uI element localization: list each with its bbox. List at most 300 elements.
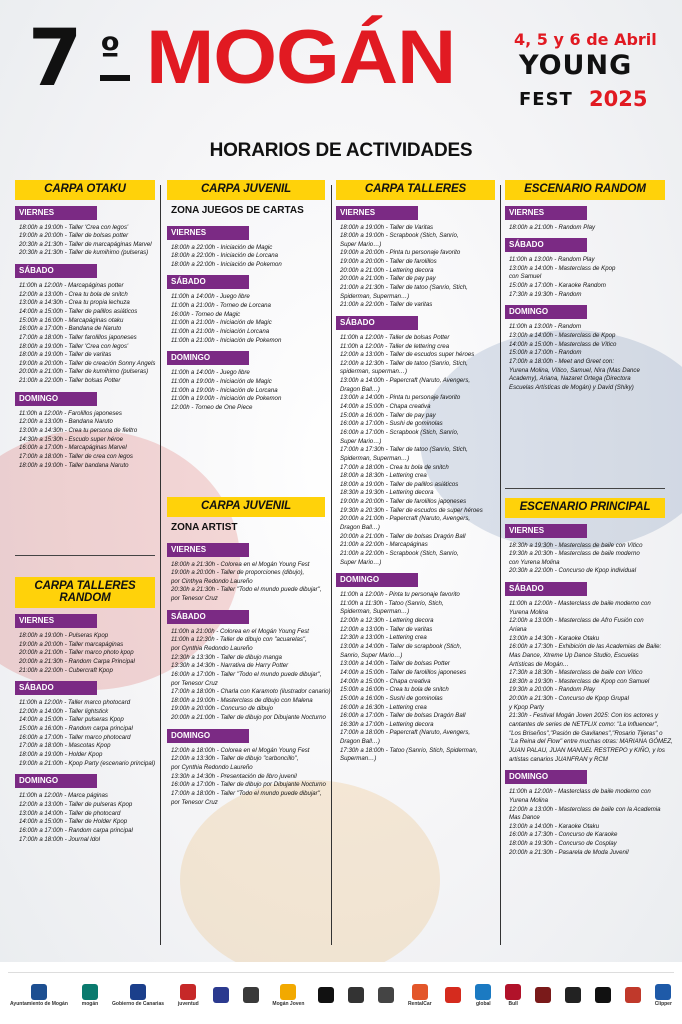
activity-item: 18:00h a 19:00h - Taller de varitas bbox=[19, 351, 112, 359]
activity-item: 11:00h a 21:00h - Colorea en el Mogán Young Fest bbox=[171, 627, 309, 635]
footer-divider bbox=[8, 972, 674, 973]
activity-item: Super Mario…) bbox=[340, 240, 382, 248]
activity-item: 13:00h a 14:30h - Crea tu persona de fieltro bbox=[19, 427, 138, 435]
activity-item: 12:00h a 13:00h - Crea tu bola de snitch bbox=[19, 290, 128, 298]
activity-item: Spiderman, Superman…) bbox=[340, 608, 410, 616]
activity-item: 15:00h a 17:00h - Random bbox=[509, 349, 582, 357]
activity-item: Spiderman, Superman…) bbox=[340, 292, 410, 300]
activity-item: Super Mario…) bbox=[340, 437, 382, 445]
activity-item: 13:00h a 14:30h - Karaoke Otaku bbox=[509, 634, 600, 642]
activity-item: 18:00h a 19:30h - Concurso de Cosplay bbox=[509, 840, 617, 848]
activity-item: 12:00h a 13:00h - Masterclass de baile con la Academia bbox=[509, 805, 661, 813]
festival-title: MOGÁN bbox=[146, 15, 456, 100]
activity-item: 20:30h a 21:30h - Taller "Todo el mundo puede dibujar", bbox=[171, 586, 322, 594]
section-title: CARPA TALLERES RANDOM bbox=[15, 577, 155, 608]
activity-item: 18:00h a 19:00h - Taller 'Crea con legos' bbox=[19, 342, 129, 350]
activity-item: Artísticas de Mogán… bbox=[509, 660, 569, 668]
activity-item: 14:00h a 15:00h - Chapa creativa bbox=[340, 403, 431, 411]
activity-item: 17:00h a 18:00h - Taller de crea con legos bbox=[19, 452, 133, 460]
activity-item: Spiderman, Superman…) bbox=[340, 454, 410, 462]
activity-item: 14:00h a 15:00h - Taller de farolillos japoneses bbox=[340, 668, 467, 676]
activity-item: 16:30h a 17:00h - Lettering decora bbox=[340, 720, 434, 728]
activity-list bbox=[171, 369, 325, 412]
activity-item: 15:00h a 16:00h - Crea tu bola de snitch bbox=[340, 686, 449, 694]
activity-item: 21:00h a 22:00h - Scrapbook (Stich, Sanrio, bbox=[340, 549, 459, 557]
activity-item: 17:00h a 18:00h - Papercraft (Naruto, Avengers, bbox=[340, 729, 471, 737]
activity-item: 16:00h a 17:00h - Sushi de gominolas bbox=[340, 420, 443, 428]
schedule-section bbox=[167, 180, 325, 412]
activity-item: Yurena Molina, Vítico, Samuel, Nira (Mas Dance bbox=[509, 366, 640, 374]
activity-item: 18:00h a 18:30h - Lettering crea bbox=[340, 472, 427, 480]
activity-item: 17:00h a 18:00h - Taller farolillos japoneses bbox=[19, 333, 137, 341]
activity-item: 11:00h a 21:00h - Iniciación de Pokemon bbox=[171, 336, 282, 344]
sponsor-logo-label: juventud bbox=[177, 1001, 199, 1008]
activity-item: 16:00h a 17:00h - Bandana de Naruto bbox=[19, 325, 122, 333]
section-divider bbox=[15, 555, 155, 556]
activity-item: 20:00h a 21:00h - Taller de kumihimo (pulseras) bbox=[19, 368, 149, 376]
column-divider bbox=[331, 185, 332, 945]
activity-item: 12:00h a 18:00h - Colorea en el Mogán Young Fest bbox=[171, 746, 310, 754]
activity-item: 11:00h a 21:00h - Iniciación de Magic bbox=[171, 319, 272, 327]
activity-item: 17:00h a 18:00h - Taller "Todo el mundo puede dibujar", bbox=[171, 789, 322, 797]
activity-item: 16:00h - Torneo de Magic bbox=[171, 310, 241, 318]
activity-item: Superman…) bbox=[340, 755, 377, 763]
festival-fest: FEST bbox=[519, 89, 573, 110]
activity-item: 12:30h a 13:30h - Taller de dibujo manga bbox=[171, 653, 282, 661]
activity-item: 12:30h a 13:00h - Lettering crea bbox=[340, 634, 427, 642]
activity-item: 15:00h a 17:00h - Karaoke Random bbox=[509, 282, 606, 290]
activity-item: 12:00h a 14:00h - Taller lightstick bbox=[19, 707, 109, 715]
activity-item: 13:30h a 14:30h - Presentación de libro juvenil bbox=[171, 772, 297, 780]
activity-item: Dragon Ball…) bbox=[340, 524, 380, 531]
day-label: SÁBADO bbox=[505, 582, 587, 596]
activity-item: por Tenesor Cruz bbox=[171, 679, 218, 687]
activity-item: 16:00h a 17:30h - Exhibición de las Academias de Baile: bbox=[509, 643, 662, 651]
activity-item: 18:30h a 19:30h - Lettering decora bbox=[340, 489, 434, 497]
activity-item: 13:00h a 14:00h - Taller de scrapbook (Stich, bbox=[340, 643, 462, 651]
activity-item: 21:00h a 21:30h - Taller de tatoo (Sanrio, Stich, bbox=[340, 283, 468, 291]
activity-item: 11:00h a 12:30h - Taller de dibujo con "acuarelas", bbox=[171, 636, 307, 644]
sponsor-logo-mark bbox=[130, 984, 146, 1000]
day-label: SÁBADO bbox=[15, 681, 97, 695]
activity-item: 12:00h a 13:00h - Bandana Naruto bbox=[19, 418, 113, 426]
activity-item: 20:00h a 21:00h - Lettering decora bbox=[340, 266, 434, 274]
activity-item: 13:00h a 14:00h - Masterclass de Kpop bbox=[509, 264, 616, 272]
activity-item: 14:00h a 15:00h - Chapa creativa bbox=[340, 677, 431, 685]
activity-item: 21:00h a 22:00h - Taller de varitas bbox=[340, 301, 433, 309]
sponsor-logo bbox=[348, 987, 364, 1005]
sponsor-logos bbox=[10, 978, 672, 1014]
sponsor-logo bbox=[445, 987, 461, 1005]
sponsor-logo-mark bbox=[348, 987, 364, 1003]
sponsor-logo-mark bbox=[535, 987, 551, 1003]
day-label: SÁBADO bbox=[336, 316, 418, 330]
schedule-section bbox=[505, 180, 665, 392]
activity-item: 18:00h a 19:00h - Taller bandana Naruto bbox=[19, 461, 129, 469]
sponsor-logo bbox=[272, 984, 304, 1008]
activity-item: con Samuel bbox=[509, 273, 542, 281]
section-title: CARPA OTAKU bbox=[15, 180, 155, 200]
activity-item: Super Mario…) bbox=[340, 558, 382, 566]
sponsor-logo-label: Mogán Joven bbox=[272, 1001, 305, 1008]
activity-list bbox=[171, 627, 331, 723]
activity-item: 17:00h a 18:00h - Journal Idol bbox=[19, 835, 100, 843]
sponsor-logo-label: Clipper bbox=[654, 1001, 672, 1008]
activity-item: 16:00h a 17:00h - Taller de dibujo por Dibujante Nocturno bbox=[171, 781, 326, 789]
sponsor-logo bbox=[112, 984, 164, 1008]
activity-list bbox=[19, 410, 155, 470]
sponsor-logo bbox=[565, 987, 581, 1005]
activity-item: 13:00h a 14:00h - Papercraft (Naruto, Avengers, bbox=[340, 377, 471, 385]
activity-item: 11:00h a 13:00h - Random Play bbox=[509, 256, 595, 264]
activity-item: 13:00h a 14:00h - Karaoke Otaku bbox=[509, 822, 600, 830]
activity-item: 19:00h a 21:00h - Kpop Party (escenario principal) bbox=[19, 759, 156, 767]
activity-item: 15:00h a 16:00h - Taller de pay pay bbox=[340, 411, 436, 419]
activity-item: 11:00h a 21:00h - Iniciación Lorcana bbox=[171, 327, 270, 335]
activity-item: 14:30h a 15:30h - Escudo super héroe bbox=[19, 435, 124, 443]
sponsor-logo-label: Gobierno de Canarias bbox=[112, 1001, 165, 1008]
edition-ordinal: º bbox=[100, 31, 121, 72]
day-label: DOMINGO bbox=[15, 392, 97, 406]
sponsor-logo bbox=[378, 987, 394, 1005]
activity-item: 20:30h a 21:30h - Taller de marcapáginas Marvel bbox=[19, 240, 152, 248]
activity-list bbox=[19, 224, 155, 259]
zone-title: ZONA JUEGOS DE CARTAS bbox=[171, 204, 304, 216]
sponsor-logo-mark bbox=[655, 984, 671, 1000]
activity-item: 21:00h a 22:00h - Cubercraft Kpop bbox=[19, 666, 113, 674]
activity-item: 13:00h a 14:00h - Pinta tu personaje favorito bbox=[340, 394, 461, 402]
activity-item: 14:00h a 15:00h - Taller de Holder Kpop bbox=[19, 818, 128, 826]
day-label: DOMINGO bbox=[336, 573, 418, 587]
activity-item: 20:00h a 21:00h - Taller de bolsas Dragón Ball bbox=[340, 532, 466, 540]
activity-item: 17:00h a 18:00h - Meet and Greet con: bbox=[509, 357, 615, 365]
activity-item: 11:00h a 19:00h - Iniciación de Lorcana bbox=[171, 386, 278, 394]
activity-item: Academy), Ariana, Nazaret Ortega (Directora bbox=[509, 375, 631, 383]
activity-item: 11:00h a 19:00h - Iniciación de Magic bbox=[171, 377, 272, 385]
activity-item: 20:30h a 22:00h - Concurso de Kpop individual bbox=[509, 567, 637, 575]
section-title: CARPA TALLERES bbox=[336, 180, 495, 200]
activity-item: 11:00h a 12:00h - Taller de lettering crea bbox=[340, 342, 450, 350]
activity-item: cantantes de series de NETFLIX como: "La Influencer", bbox=[509, 721, 659, 729]
edition-number: 7 bbox=[28, 14, 81, 104]
activity-item: 20:00h a 21:00h - Taller marco photo kpop bbox=[19, 649, 134, 657]
activity-item: 20:00h a 21:30h - Pasarela de Moda Juvenil bbox=[509, 848, 629, 856]
schedule-section bbox=[15, 577, 155, 844]
activity-item: 18:00h a 19:00h - Masterclass de dibujo con Malena bbox=[171, 696, 313, 704]
activity-item: 12:00h a 13:30h - Taller de dibujo "carboncillo", bbox=[171, 755, 299, 763]
sponsor-logo-label: RentalCar bbox=[407, 1001, 432, 1008]
activity-item: 12:00h - Torneo de One Piece bbox=[171, 403, 253, 411]
day-label: VIERNES bbox=[167, 543, 249, 557]
activity-list bbox=[509, 224, 665, 233]
day-label: DOMINGO bbox=[167, 351, 249, 365]
activity-item: JUAN PALAU, JUAN MANUEL RESTREPO y KIÑO, y los bbox=[509, 746, 665, 754]
sponsor-logo-mark bbox=[378, 987, 394, 1003]
sponsor-logo-mark bbox=[475, 984, 491, 1000]
activity-item: Mas Dance, Xtreme Up Dance Studio, Escuelas bbox=[509, 651, 639, 659]
activity-item: 11:00h a 12:00h - Marca páginas bbox=[19, 792, 108, 800]
activity-item: 11:00h a 12:00h - Farolillos japoneses bbox=[19, 409, 122, 417]
section-title: CARPA JUVENIL bbox=[167, 497, 325, 517]
activity-item: 19:30h a 20:30h - Taller de escudos de super héroes bbox=[340, 506, 483, 514]
sponsor-logo bbox=[213, 987, 229, 1005]
section-title: CARPA JUVENIL bbox=[167, 180, 325, 200]
activity-item: "La Reina del Flow" entre muchas otras: MARIANA GÓMEZ, bbox=[509, 738, 673, 746]
activity-item: 19:00h a 20:00h - Concurso de dibujo bbox=[171, 705, 273, 713]
sponsor-logo bbox=[475, 984, 491, 1008]
activity-item: 17:30h a 19:30h - Random bbox=[509, 290, 582, 298]
activity-item: con Yurena Molina bbox=[509, 558, 560, 566]
activity-list bbox=[19, 282, 155, 386]
activity-list bbox=[509, 788, 665, 857]
page-subtitle: HORARIOS DE ACTIVIDADES bbox=[209, 140, 473, 161]
activity-item: Dragon Ball…) bbox=[340, 738, 380, 746]
activity-item: 15:00h a 16:00h - Marcapáginas otaku bbox=[19, 316, 124, 324]
activity-item: 18:00h a 19:00h - Taller de palillos asiáticos bbox=[340, 480, 459, 488]
sponsor-logo bbox=[535, 987, 551, 1005]
background-illustration bbox=[180, 780, 440, 980]
sponsor-logo-label: Bull bbox=[508, 1001, 518, 1008]
sponsor-logo bbox=[10, 984, 68, 1008]
activity-list bbox=[171, 293, 325, 345]
activity-item: 18:30h a 19:30h - Masterclass de Kpop con Samuel bbox=[509, 677, 650, 685]
day-label: VIERNES bbox=[15, 206, 97, 220]
activity-item: 14:00h a 15:00h - Masterclass de Vítico bbox=[509, 340, 617, 348]
sponsor-logo bbox=[408, 984, 432, 1008]
sponsor-logo bbox=[178, 984, 199, 1008]
activity-item: 12:00h a 13:00h - Masterclass de Afro Fusión con bbox=[509, 617, 644, 625]
activity-item: 18:00h a 19:00h - Taller de Varitas bbox=[340, 223, 434, 231]
activity-item: 17:00h a 18:00h - Charla con Karamoto (ilustrador canario) bbox=[171, 688, 331, 696]
poster-header bbox=[0, 0, 682, 130]
activity-item: 12:00h a 13:00h - Taller de pulseras Kpop bbox=[19, 800, 133, 808]
day-label: VIERNES bbox=[167, 226, 249, 240]
sponsor-logo-mark bbox=[445, 987, 461, 1003]
activity-item: 19:00h a 20:00h - Taller marcapáginas bbox=[19, 640, 124, 648]
activity-item: 12:00h a 12:30h - Taller de tatoo (Sanrio, Stich, bbox=[340, 359, 468, 367]
sponsor-logo bbox=[655, 984, 672, 1008]
activity-item: por Tenesor Cruz bbox=[171, 595, 218, 603]
activity-list bbox=[340, 224, 495, 310]
activity-item: 15:00h a 16:00h - Random carpa principal bbox=[19, 725, 133, 733]
activity-list bbox=[509, 542, 665, 577]
activity-item: artistas canarios JUANFRAN y RCM bbox=[509, 755, 608, 763]
activity-item: 11:00h a 12:00h - Masterclass de baile moderno con bbox=[509, 600, 651, 608]
sponsor-logo-label: global bbox=[475, 1001, 491, 1008]
activity-list bbox=[19, 699, 155, 768]
activity-list bbox=[340, 591, 495, 764]
activity-list bbox=[171, 747, 325, 807]
activity-item: 14:00h a 15:00h - Taller de palillos asiáticos bbox=[19, 307, 138, 315]
day-label: VIERNES bbox=[15, 614, 97, 628]
activity-item: Yurena Molina bbox=[509, 608, 549, 616]
activity-item: por Tenesor Cruz bbox=[171, 798, 218, 806]
activity-item: 11:00h a 21:00h - Torneo de Lorcana bbox=[171, 302, 271, 310]
sponsor-logo bbox=[318, 987, 334, 1005]
activity-item: 17:30h a 18:00h - Tatoo (Sanrio, Stich, Spiderman, bbox=[340, 746, 478, 754]
activity-item: 16:00h a 17:00h - Marcapáginas Marvel bbox=[19, 444, 127, 452]
activity-item: Ariana bbox=[509, 625, 527, 633]
activity-item: Sanrio, Super Mario…) bbox=[340, 651, 403, 659]
activity-item: 20:00h a 21:30h - Random Carpa Principal bbox=[19, 657, 135, 665]
activity-item: 11:00h a 13:00h - Random bbox=[509, 323, 582, 331]
activity-item: 11:00h a 12:00h - Taller marco photocard bbox=[19, 699, 131, 707]
activity-item: 11:00h a 12:00h - Masterclass de baile moderno con bbox=[509, 788, 651, 796]
activity-item: 18:00h a 19:00h - Taller 'Crea con legos' bbox=[19, 223, 129, 231]
activity-item: 18:00h a 22:00h - Iniciación de Lorcana bbox=[171, 252, 279, 260]
sponsor-logo bbox=[625, 987, 641, 1005]
activity-item: 18:30h a 19:30h - Masterclass de baile con Vítico bbox=[509, 541, 643, 549]
activity-item: 12:00h a 13:00h - Taller de escudos super héroes bbox=[340, 351, 475, 359]
activity-item: 18:00h a 19:00h - Holder Kpop bbox=[19, 751, 103, 759]
day-label: VIERNES bbox=[336, 206, 418, 220]
sponsor-logo-mark bbox=[412, 984, 428, 1000]
activity-item: 19:30h a 20:00h - Random Play bbox=[509, 686, 596, 694]
sponsor-logo-mark bbox=[565, 987, 581, 1003]
activity-item: 13:30h a 14:30h - Narrativa de Harry Potter bbox=[171, 662, 289, 670]
festival-dates: 4, 5 y 6 de Abril bbox=[514, 30, 657, 49]
activity-item: 20:30h a 21:30h - Taller de kumihimo (pulseras) bbox=[19, 249, 149, 257]
activity-item: "Los Briseños","Pasión de Gavilanes","Rosario Tijeras" o bbox=[509, 729, 663, 737]
schedule-section bbox=[336, 180, 495, 764]
activity-item: 17:00h a 17:30h - Taller de tatoo (Sanrio, Stich, bbox=[340, 446, 468, 454]
day-label: SÁBADO bbox=[15, 264, 97, 278]
zone-title: ZONA ARTIST bbox=[171, 521, 238, 533]
activity-list bbox=[171, 561, 325, 604]
activity-item: 16:00h a 17:00h - Taller marco photocard bbox=[19, 733, 131, 741]
activity-item: 14:00h a 15:00h - Taller pulseras Kpop bbox=[19, 716, 124, 724]
activity-item: 18:00h a 22:00h - Iniciación de Pokemon bbox=[171, 260, 282, 268]
sponsor-logo-mark bbox=[280, 984, 296, 1000]
activity-list bbox=[19, 632, 155, 675]
activity-item: 12:00h a 12:30h - Lettering decora bbox=[340, 617, 434, 625]
section-title: ESCENARIO PRINCIPAL bbox=[505, 498, 665, 518]
sponsor-logo-label: mogán bbox=[81, 1001, 99, 1008]
day-label: DOMINGO bbox=[167, 729, 249, 743]
activity-item: 16:00h a 17:30h - Concurso de Karaoke bbox=[509, 831, 618, 839]
sponsor-logo-mark bbox=[595, 987, 611, 1003]
activity-item: 11:00h a 12:00h - Marcapáginas potter bbox=[19, 282, 124, 290]
sponsor-logo-mark bbox=[243, 987, 259, 1003]
day-label: SÁBADO bbox=[505, 238, 587, 252]
sponsor-logo bbox=[595, 987, 611, 1005]
column-divider bbox=[160, 185, 161, 945]
day-label: DOMINGO bbox=[505, 770, 587, 784]
activity-item: 18:00h a 19:00h - Pulseras Kpop bbox=[19, 632, 109, 639]
activity-list bbox=[509, 323, 665, 392]
day-label: SÁBADO bbox=[167, 275, 249, 289]
activity-item: 17:00h a 18:00h - Mascotas Kpop bbox=[19, 742, 111, 750]
activity-list bbox=[171, 244, 325, 270]
section-divider bbox=[505, 488, 665, 489]
activity-item: 18:00h a 21:30h - Colorea en el Mogán Young Fest bbox=[171, 560, 310, 568]
activity-item: 20:00h a 21:00h - Taller de dibujo por Dibujante Nocturno bbox=[171, 714, 326, 722]
day-label: SÁBADO bbox=[167, 610, 249, 624]
festival-year: 2025 bbox=[589, 87, 648, 111]
sponsor-logo-label: Ayuntamiento de Mogán bbox=[10, 1001, 68, 1008]
activity-item: Escuelas Artísticas de Mogán) y David (Shiky) bbox=[509, 383, 634, 391]
activity-item: 15:00h a 16:00h - Sushi de gominolas bbox=[340, 694, 443, 702]
sponsor-logo bbox=[243, 987, 259, 1005]
activity-item: 11:00h a 14:00h - Juego libre bbox=[171, 369, 250, 377]
activity-item: 21:30h - Festival Mogán Joven 2025: Con los actores y bbox=[509, 712, 659, 720]
activity-item: 13:00h a 14:00h - Taller de photocard bbox=[19, 809, 121, 817]
schedule-section bbox=[505, 498, 673, 857]
sponsor-logo bbox=[82, 984, 98, 1008]
sponsor-logo-mark bbox=[31, 984, 47, 1000]
activity-item: y Kpop Party bbox=[509, 703, 544, 711]
sponsor-logo-mark bbox=[505, 984, 521, 1000]
activity-item: Yurena Molina bbox=[509, 796, 549, 804]
day-label: DOMINGO bbox=[505, 305, 587, 319]
activity-item: 21:00h a 22:00h - Taller bolsas Potter bbox=[19, 377, 121, 385]
activity-list bbox=[19, 792, 155, 844]
schedule-section bbox=[167, 497, 331, 807]
activity-item: spiderman, superman…) bbox=[340, 368, 408, 376]
activity-item: por Cinthya Redondo Laureño bbox=[171, 577, 253, 585]
section-title: ESCENARIO RANDOM bbox=[505, 180, 665, 200]
activity-item: 16:00h a 17:00h - Random carpa principal bbox=[19, 826, 133, 834]
activity-item: 16:00h a 17:00h - Taller de bolsas Dragón Ball bbox=[340, 712, 466, 720]
activity-item: 16:00h a 17:00h - Scrapbook (Stich, Sanrio, bbox=[340, 428, 459, 436]
day-label: DOMINGO bbox=[15, 774, 97, 788]
activity-item: Dragon Ball…) bbox=[340, 385, 380, 393]
festival-young: YOUNG bbox=[519, 50, 633, 81]
activity-item: 11:00h a 19:00h - Iniciación de Pokemon bbox=[171, 395, 282, 403]
activity-item: 18:00h a 21:00h - Random Play bbox=[509, 223, 596, 231]
activity-item: Mas Dance bbox=[509, 814, 540, 822]
activity-item: 19:00h a 20:00h - Taller de proporciones (dibujo), bbox=[171, 569, 305, 577]
activity-item: por Cynthia Redondo Laureño bbox=[171, 644, 253, 652]
schedule-section bbox=[15, 180, 155, 470]
activity-item: 19:30h a 20:30h - Masterclass de baile moderno bbox=[509, 550, 640, 558]
sponsor-logo-mark bbox=[213, 987, 229, 1003]
sponsor-logo-mark bbox=[180, 984, 196, 1000]
activity-item: 13:00h a 14:00h - Taller de bolsas Potter bbox=[340, 660, 450, 668]
sponsor-footer bbox=[0, 962, 682, 1024]
sponsor-logo bbox=[505, 984, 521, 1008]
activity-item: 13:00h a 14:30h - Crea tu propia lechuza bbox=[19, 299, 130, 307]
activity-item: 20:00h a 21:00h - Papercraft (Naruto, Avengers, bbox=[340, 515, 471, 523]
activity-item: 19:00h a 20:00h - Taller de bolsas potter bbox=[19, 232, 129, 240]
activity-list bbox=[340, 334, 495, 567]
activity-item: 16:00h a 16:30h - Lettering crea bbox=[340, 703, 427, 711]
day-label: VIERNES bbox=[505, 524, 587, 538]
activity-item: 19:00h a 20:00h - Taller de creación Sonny Angels bbox=[19, 359, 156, 367]
column-divider bbox=[500, 185, 501, 945]
activity-item: por Cynthia Redondo Laureño bbox=[171, 764, 253, 772]
activity-item: 17:30h a 18:30h - Masterclass de baile con Vítico bbox=[509, 669, 643, 677]
activity-item: 21:00h a 22:00h - Marcapáginas bbox=[340, 541, 428, 549]
day-label: VIERNES bbox=[505, 206, 587, 220]
sponsor-logo-mark bbox=[625, 987, 641, 1003]
ordinal-underline bbox=[100, 75, 130, 81]
activity-list bbox=[509, 256, 665, 299]
activity-item: 11:00h a 12:00h - Pinta tu personaje favorito bbox=[340, 591, 460, 599]
activity-item: 19:00h a 20:00h - Taller de farolillos bbox=[340, 258, 437, 266]
activity-item: 18:00h a 19:00h - Scrapbook (Stich, Sanrio, bbox=[340, 232, 459, 240]
activity-item: 11:00h a 11:30h - Tatoo (Sanrio, Stich, bbox=[340, 599, 444, 607]
activity-item: 16:00h a 17:00h - Taller "Todo el mundo puede dibujar", bbox=[171, 670, 322, 678]
activity-item: 19:00h a 20:00h - Taller de farolillos japoneses bbox=[340, 498, 467, 506]
sponsor-logo-mark bbox=[318, 987, 334, 1003]
activity-item: 20:00h a 21:30h - Concurso de Kpop Grupal bbox=[509, 695, 629, 703]
activity-item: 18:00h a 22:00h - Iniciación de Magic bbox=[171, 243, 273, 251]
activity-item: 17:00h a 18:00h - Crea tu bola de snitch bbox=[340, 463, 449, 471]
activity-item: 13:00h a 14:00h - Masterclass de Kpop bbox=[509, 331, 616, 339]
activity-list bbox=[509, 600, 673, 764]
activity-item: 12:00h a 13:00h - Taller de varitas bbox=[340, 625, 433, 633]
